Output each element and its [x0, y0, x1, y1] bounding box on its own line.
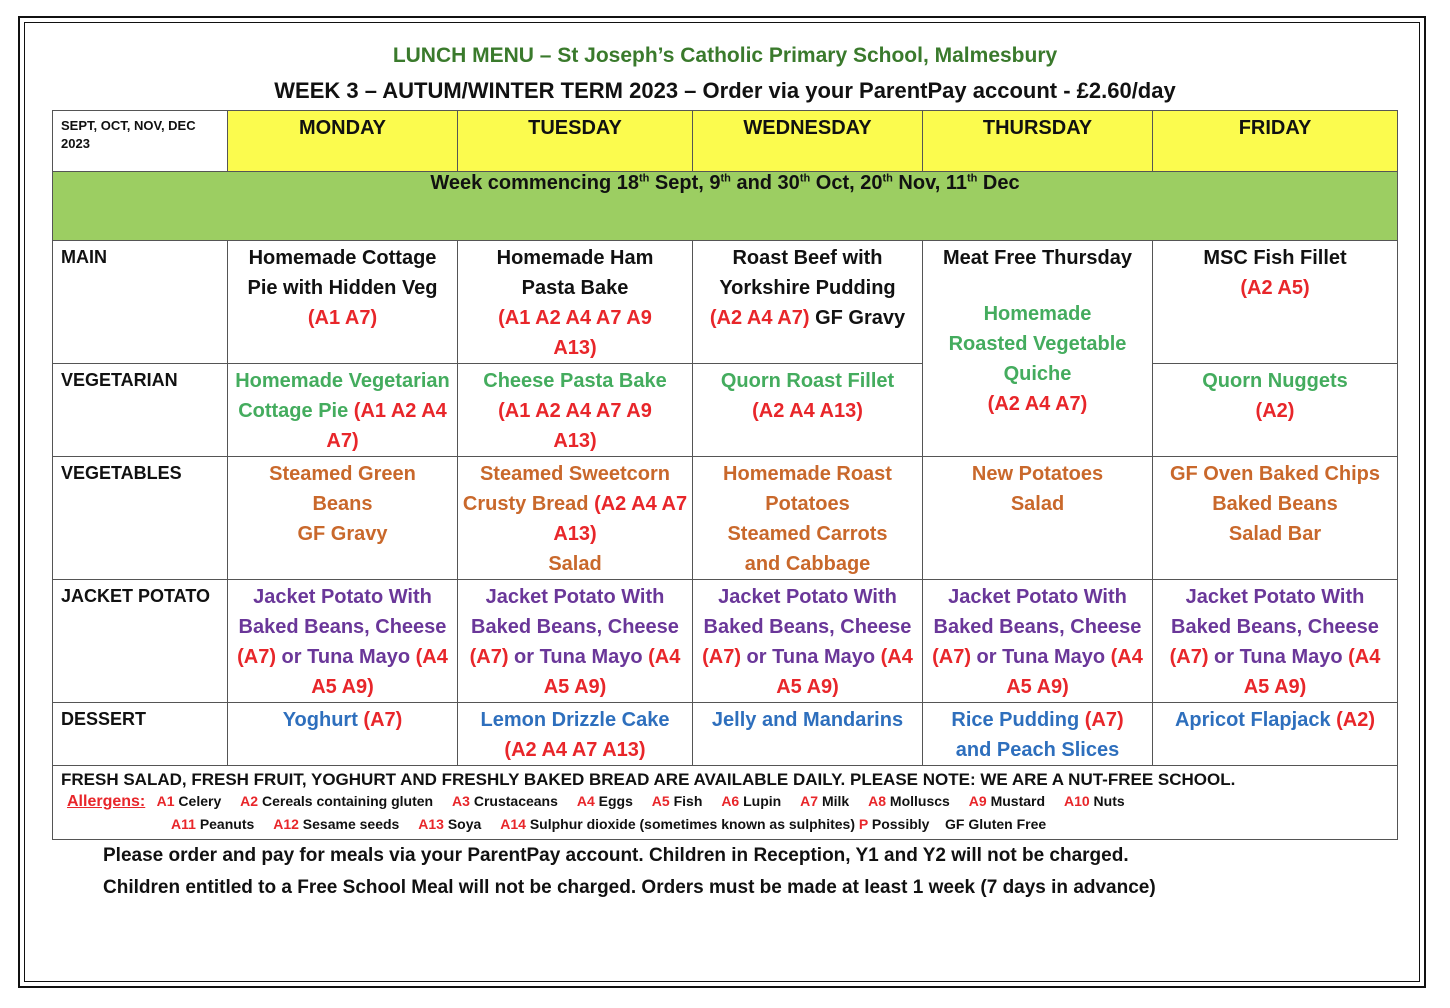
- allergen-legend-line1: Allergens: A1 Celery A2 Cereals containing gluten A3 Crustaceans A4 Eggs A5 Fish A6 Lupin A7 Milk A8 Molluscs A9 Mustard A10 Nuts: [67, 793, 1125, 810]
- vegetarian-monday: Homemade Vegetarian Cottage Pie (A1 A2 A4 A7): [228, 364, 458, 457]
- row-label-vegetables: VEGETABLES: [53, 457, 228, 580]
- vegetarian-tuesday: Cheese Pasta Bake (A1 A2 A4 A7 A9 A13): [458, 364, 693, 457]
- dessert-tuesday: Lemon Drizzle Cake (A2 A4 A7 A13): [458, 703, 693, 766]
- jacket-thursday: Jacket Potato With Baked Beans, Cheese (A7) or Tuna Mayo (A4 A5 A9): [923, 580, 1153, 703]
- row-label-main: MAIN: [53, 241, 228, 364]
- vegetarian-row: [53, 364, 1398, 457]
- menu-title: LUNCH MENU – St Joseph’s Catholic Primary School, Malmesbury: [392, 44, 1058, 67]
- allergens-title: Allergens:: [67, 793, 146, 810]
- order-note-1: Please order and pay for meals via your ParentPay account. Children in Reception, Y1 and Y2 will not be charged.: [103, 845, 1129, 866]
- day-header-row: [53, 111, 1398, 172]
- dessert-thursday: Rice Pudding (A7) and Peach Slices: [923, 703, 1153, 766]
- dessert-friday: Apricot Flapjack (A2): [1153, 703, 1398, 766]
- vegetables-tuesday: Steamed Sweetcorn Crusty Bread (A2 A4 A7 A13) Salad: [458, 457, 693, 580]
- dessert-monday: Yoghurt (A7): [228, 703, 458, 766]
- lunch-menu-table: [52, 110, 1398, 840]
- jacket-tuesday: Jacket Potato With Baked Beans, Cheese (A7) or Tuna Mayo (A4 A5 A9): [458, 580, 693, 703]
- day-tuesday: TUESDAY: [458, 111, 693, 172]
- main-row: [53, 241, 1398, 364]
- day-thursday: THURSDAY: [923, 111, 1153, 172]
- main-friday: MSC Fish Fillet (A2 A5): [1153, 241, 1398, 364]
- day-monday: MONDAY: [228, 111, 458, 172]
- main-tuesday: Homemade Ham Pasta Bake (A1 A2 A4 A7 A9 A13): [458, 241, 693, 364]
- row-label-vegetarian: VEGETARIAN: [53, 364, 228, 457]
- jacket-friday: Jacket Potato With Baked Beans, Cheese (A7) or Tuna Mayo (A4 A5 A9): [1153, 580, 1398, 703]
- jacket-monday: Jacket Potato With Baked Beans, Cheese (A7) or Tuna Mayo (A4 A5 A9): [228, 580, 458, 703]
- vegetarian-wednesday: Quorn Roast Fillet (A2 A4 A13): [693, 364, 923, 457]
- footer-info: [53, 766, 1398, 840]
- vegetables-thursday: New Potatoes Salad: [923, 457, 1153, 580]
- menu-subtitle: WEEK 3 – AUTUM/WINTER TERM 2023 – Order via your ParentPay account - £2.60/day: [274, 78, 1176, 103]
- day-friday: FRIDAY: [1153, 111, 1398, 172]
- dessert-wednesday: Jelly and Mandarins: [693, 703, 923, 766]
- order-note-2: Children entitled to a Free School Meal will not be charged. Orders must be made at least 1 week (7 days in advance): [103, 877, 1156, 898]
- week-commencing: Week commencing 18th Sept, 9th and 30th Oct, 20th Nov, 11th Dec: [53, 172, 1398, 241]
- week-commencing-row: [53, 172, 1398, 241]
- months-label: SEPT, OCT, NOV, DEC 2023: [53, 111, 228, 172]
- jacket-row: [53, 580, 1398, 703]
- main-wednesday: Roast Beef with Yorkshire Pudding (A2 A4 A7) GF Gravy: [693, 241, 923, 364]
- day-wednesday: WEDNESDAY: [693, 111, 923, 172]
- allergen-legend-line2: A11 Peanuts A12 Sesame seeds A13 Soya A14 Sulphur dioxide (sometimes known as sulphites) P Possibly GF Gluten Free: [171, 816, 1047, 832]
- row-label-jacket: JACKET POTATO: [53, 580, 228, 703]
- main-thursday: Meat Free Thursday Homemade Roasted Vegetable Quiche (A2 A4 A7): [923, 241, 1153, 457]
- jacket-wednesday: Jacket Potato With Baked Beans, Cheese (A7) or Tuna Mayo (A4 A5 A9): [693, 580, 923, 703]
- footer-row: [53, 766, 1398, 840]
- vegetables-monday: Steamed Green Beans GF Gravy: [228, 457, 458, 580]
- dessert-row: [53, 703, 1398, 766]
- vegetarian-friday: Quorn Nuggets (A2): [1153, 364, 1398, 457]
- vegetables-row: [53, 457, 1398, 580]
- main-monday: Homemade Cottage Pie with Hidden Veg (A1 A7): [228, 241, 458, 364]
- daily-availability: FRESH SALAD, FRESH FRUIT, YOGHURT AND FRESHLY BAKED BREAD ARE AVAILABLE DAILY. PLEASE NOTE: WE ARE A NUT-FREE SCHOOL.: [61, 770, 1236, 789]
- vegetables-wednesday: Homemade Roast Potatoes Steamed Carrots and Cabbage: [693, 457, 923, 580]
- vegetables-friday: GF Oven Baked Chips Baked Beans Salad Bar: [1153, 457, 1398, 580]
- row-label-dessert: DESSERT: [53, 703, 228, 766]
